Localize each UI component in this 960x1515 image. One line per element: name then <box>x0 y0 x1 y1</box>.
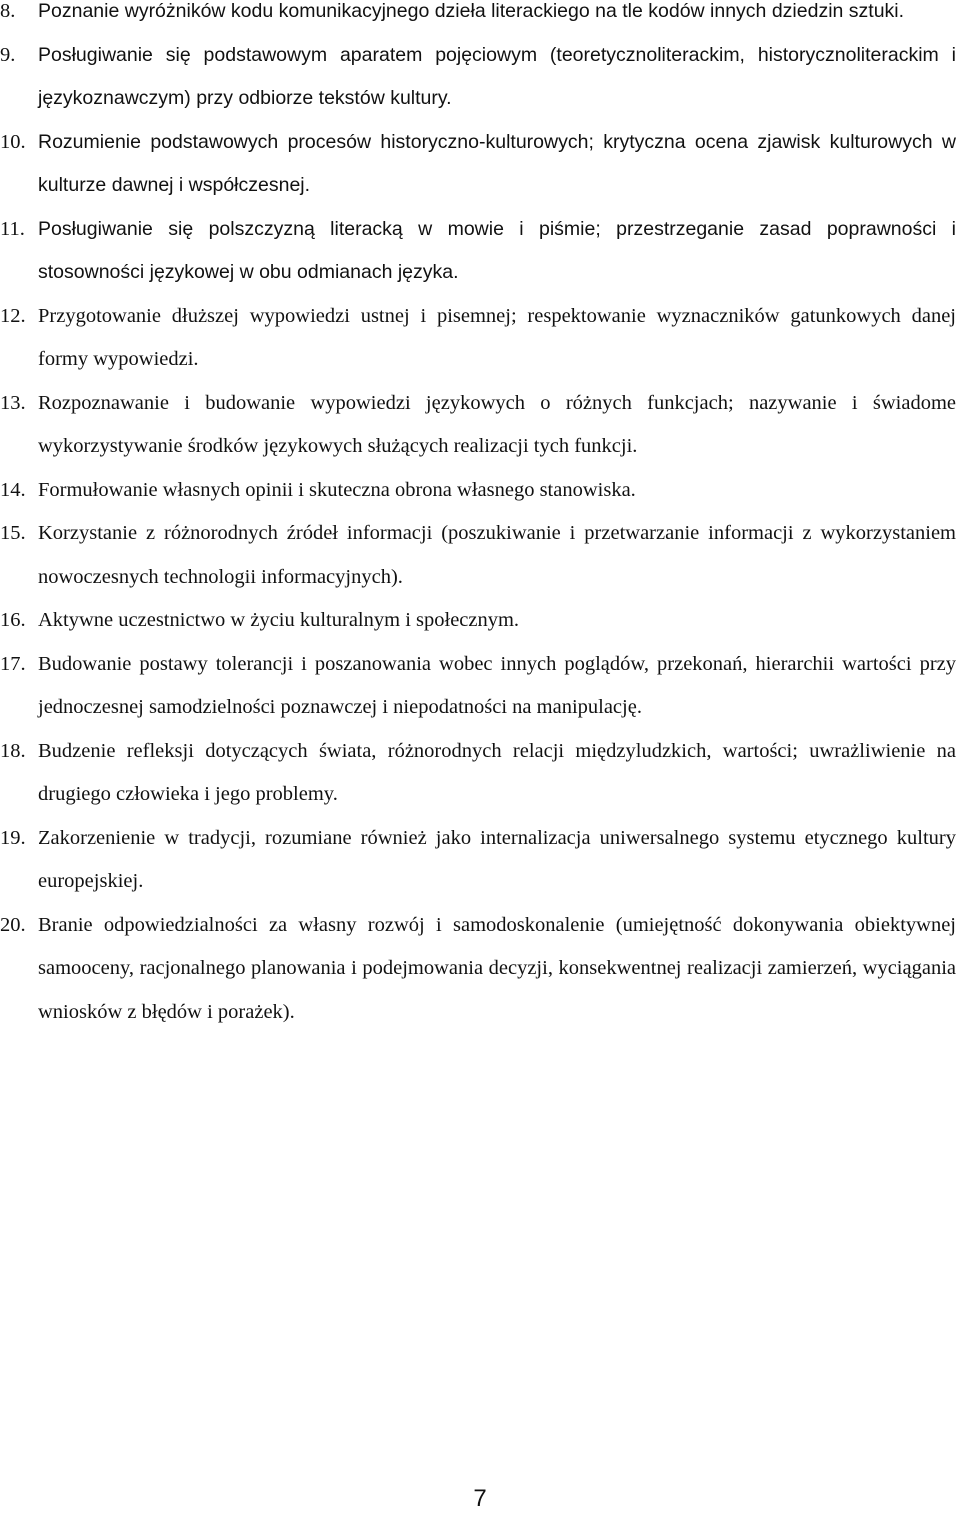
item-text: Aktywne uczestnictwo w życiu kulturalnym i społecznym. <box>38 609 520 631</box>
item-text: Budowanie postawy tolerancji i poszanowania wobec innych poglądów, przekonań, hierarchii wartości przy jednoczesnej samodzielności poznawczej i niepodatności na manipulację. <box>38 652 956 718</box>
item-text: Rozpoznawanie i budowanie wypowiedzi językowych o różnych funkcjach; nazywanie i świadome wykorzystywanie środków językowych służących realizacji tych funkcji. <box>38 391 956 457</box>
list-item <box>0 295 956 382</box>
item-number: 14. <box>0 478 26 501</box>
item-text: Posługiwanie się polszczyzną literacką w mowie i piśmie; przestrzeganie zasad poprawności i stosowności językowej w obu odmianach języka. <box>38 217 956 283</box>
list-item <box>0 382 956 469</box>
item-text: Zakorzenienie w tradycji, rozumiane również jako internalizacja uniwersalnego systemu etycznego kultury europejskiej. <box>38 826 956 892</box>
list-item <box>0 599 956 643</box>
item-number: 8. <box>0 0 16 22</box>
item-text: Posługiwanie się podstawowym aparatem pojęciowym (teoretycznoliterackim, historycznoliterackim i językoznawczym) przy odbiorze tekstów kultury. <box>38 43 956 109</box>
item-text: Branie odpowiedzialności za własny rozwój i samodoskonalenie (umiejętność dokonywania obiektywnej samooceny, racjonalnego planowania i podejmowania decyzji, konsekwentnej realizacji zamierzeń, wyciągania wniosków z błędów i porażek). <box>38 913 956 1023</box>
list-item <box>0 904 956 1035</box>
item-text: Formułowanie własnych opinii i skuteczna obrona własnego stanowiska. <box>38 478 636 501</box>
item-number: 10. <box>0 130 26 153</box>
list-item <box>0 121 956 208</box>
item-number: 20. <box>0 913 26 936</box>
item-text: Korzystanie z różnorodnych źródeł informacji (poszukiwanie i przetwarzanie informacji z wykorzystaniem nowoczesnych technologii informacyjnych). <box>38 522 956 588</box>
list-item <box>0 730 956 817</box>
item-text: Budzenie refleksji dotyczących świata, różnorodnych relacji międzyludzkich, wartości; uwrażliwienie na drugiego człowieka i jego problemy. <box>38 739 956 805</box>
item-number: 11. <box>0 217 25 240</box>
list-item <box>0 469 956 513</box>
item-number: 18. <box>0 739 26 762</box>
list-item <box>0 0 956 34</box>
item-number: 15. <box>0 522 26 544</box>
list-item <box>0 512 956 599</box>
item-number: 9. <box>0 43 16 66</box>
list-item <box>0 817 956 904</box>
list-item <box>0 208 956 295</box>
list-item <box>0 34 956 121</box>
item-text: Poznanie wyróżników kodu komunikacyjnego dzieła literackiego na tle kodów innych dziedzin sztuki. <box>38 0 905 22</box>
item-number: 19. <box>0 826 26 849</box>
item-number: 17. <box>0 652 26 675</box>
item-text: Przygotowanie dłuższej wypowiedzi ustnej i pisemnej; respektowanie wyznaczników gatunkowych danej formy wypowiedzi. <box>38 304 956 370</box>
item-number: 12. <box>0 304 26 327</box>
list-item <box>0 643 956 730</box>
item-number: 16. <box>0 609 26 631</box>
page-number: 7 <box>473 1485 487 1512</box>
item-number: 13. <box>0 391 26 414</box>
item-text: Rozumienie podstawowych procesów historyczno-kulturowych; krytyczna ocena zjawisk kulturowych w kulturze dawnej i współczesnej. <box>38 130 956 196</box>
